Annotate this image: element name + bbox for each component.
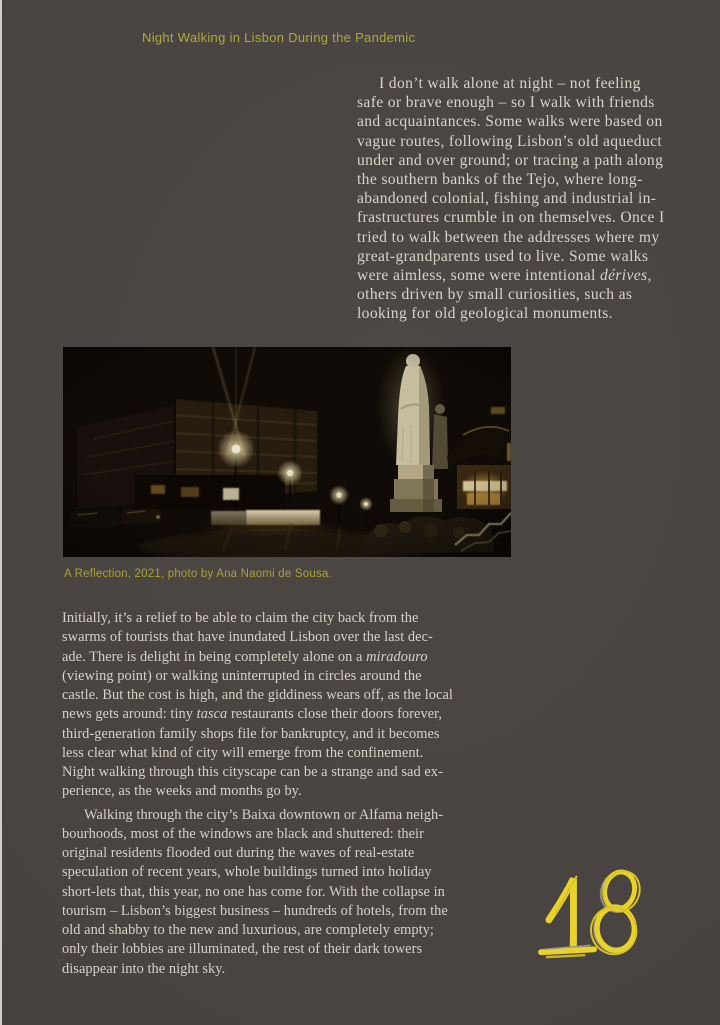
- text-line: disappear into the night sky.: [62, 960, 226, 977]
- text-line: news gets around: tiny tasca restaurants close their doors forever,: [62, 706, 443, 723]
- text-line: and acquaintances. Some walks were based on: [357, 113, 663, 131]
- text-line: Initially, it’s a relief to be able to claim the city back from the: [62, 610, 419, 626]
- text-line: abandoned colonial, fishing and industrial in-: [357, 190, 657, 208]
- text-line: ade. There is delight in being completely alone on a miradouro: [62, 648, 428, 665]
- text-line: castle. But the cost is high, and the giddiness wears off, as the local: [62, 687, 453, 703]
- running-header: Night Walking in Lisbon During the Pandemic: [142, 30, 416, 45]
- text-line: only their lobbies are illuminated, the rest of their dark towers: [62, 941, 423, 958]
- text-line: swarms of tourists that have inundated Lisbon over the last dec-: [62, 629, 433, 646]
- text-line: original residents flooded out during the waves of real-estate: [62, 845, 415, 861]
- text-line: tourism – Lisbon’s biggest business – hundreds of hotels, from the: [62, 902, 448, 919]
- text-line: Walking through the city’s Baixa downtown or Alfama neigh-: [84, 806, 444, 823]
- text-line: were aimless, some were intentional dérives,: [357, 267, 652, 285]
- text-line: under and over ground; or tracing a path along: [357, 151, 664, 169]
- photo-caption: A Reflection, 2021, photo by Ana Naomi de Sousa.: [64, 568, 332, 580]
- text-line: great-grandparents used to live. Some walks: [357, 247, 649, 265]
- body-paragraph-1: [62, 609, 522, 802]
- night-square-photo: [63, 347, 511, 557]
- text-line: (viewing point) or walking uninterrupted in circles around the: [62, 667, 422, 684]
- intro-paragraph: [357, 74, 665, 324]
- handwritten-page-number: [536, 857, 661, 965]
- text-line: speculation of recent years, whole buildings turned into holiday: [62, 864, 432, 881]
- text-line: safe or brave enough – so I walk with friends: [357, 94, 655, 112]
- text-line: third-generation family shops file for bankruptcy, and it becomes: [62, 725, 440, 742]
- photo-figure: [63, 347, 511, 557]
- text-line: tried to walk between the addresses where my: [357, 228, 660, 246]
- body-paragraph-2: [62, 806, 522, 979]
- text-line: Night walking through this cityscape can be a strange and sad ex-: [62, 764, 443, 780]
- text-line: less clear what kind of city will emerge from the confinement.: [62, 744, 424, 761]
- text-line: vague routes, following Lisbon’s old aqueduct: [357, 132, 663, 150]
- text-line: perience, as the weeks and months go by.: [62, 783, 302, 800]
- scan-edge: [0, 0, 2, 1025]
- text-line: others driven by small curiosities, such as: [357, 286, 633, 304]
- text-line: bourhoods, most of the windows are black and shuttered: their: [62, 825, 424, 842]
- text-line: frastructures crumble in on themselves. Once I: [357, 209, 665, 227]
- text-line: old and shabby to the new and luxurious, are completely empty;: [62, 922, 434, 938]
- text-line: short-lets that, this year, no one has come for. With the collapse in: [62, 883, 445, 900]
- text-line: I don’t walk alone at night – not feeling: [379, 75, 641, 92]
- body-text-column: [62, 609, 522, 979]
- text-line: the southern banks of the Tejo, where long-: [357, 171, 643, 189]
- text-line: looking for old geological monuments.: [357, 305, 613, 323]
